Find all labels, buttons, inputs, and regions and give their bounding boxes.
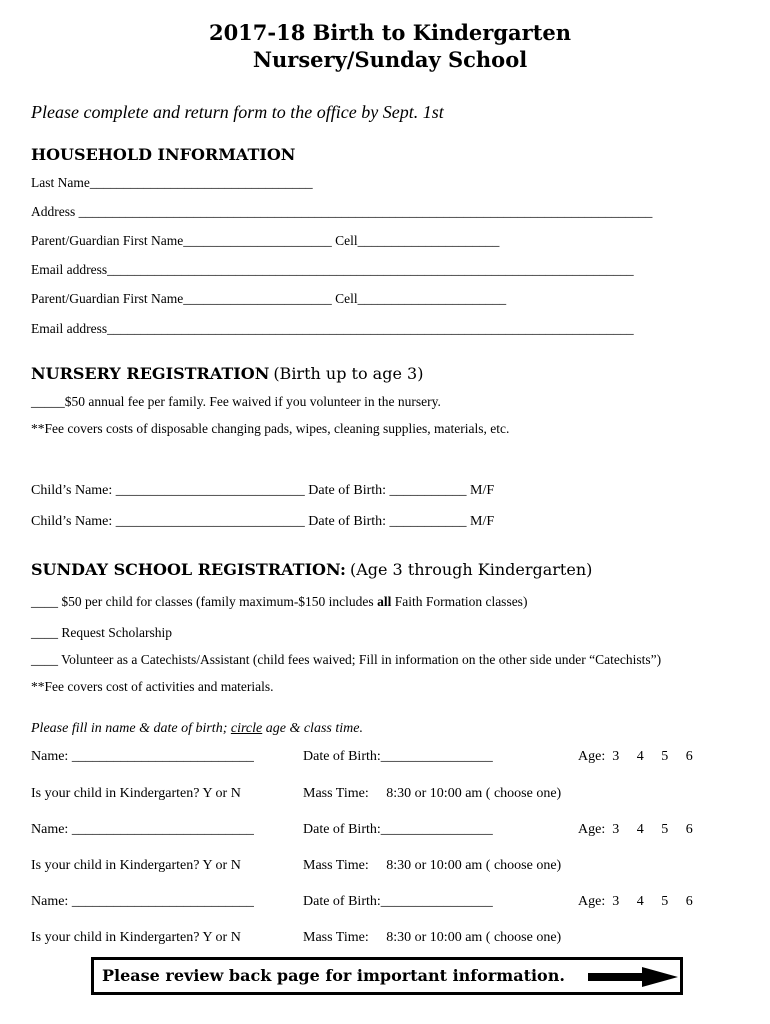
child2-dob-field[interactable]: Date of Birth:________________ [303, 822, 493, 837]
child3-kinder-question[interactable]: Is your child in Kindergarten? Y or N [31, 930, 241, 945]
fill-instructions [31, 721, 363, 737]
fill-pre: Please fill in name & date of birth; [31, 721, 231, 736]
child1-kinder-question[interactable]: Is your child in Kindergarten? Y or N [31, 786, 241, 801]
email2-field[interactable]: Email address______________________________________________________________________________ [31, 321, 634, 336]
nursery-fee-line[interactable]: _____$50 annual fee per family. Fee waived if you volunteer in the nursery. [31, 394, 441, 409]
nursery-child-row-1[interactable]: Child’s Name: ___________________________ Date of Birth: ___________ M/F [31, 483, 495, 498]
volunteer-line[interactable]: ____ Volunteer as a Catechists/Assistant (child fees waived; Fill in information on the other side under “Catechists”) [31, 652, 662, 667]
last-name-field[interactable]: Last Name_________________________________ [31, 175, 313, 190]
sunday-fee-bold: all [377, 594, 392, 609]
child2-mass-time[interactable]: Mass Time: 8:30 or 10:00 am ( choose one) [303, 858, 562, 873]
guardian1-field[interactable]: Parent/Guardian First Name______________________ Cell_____________________ [31, 233, 500, 248]
sunday-fee-pre: ____ $50 per child for classes (family maximum-$150 includes [31, 594, 378, 609]
nursery-heading: NURSERY REGISTRATION [31, 364, 270, 383]
nursery-covers-note: **Fee covers costs of disposable changing pads, wipes, cleaning supplies, materials, etc. [31, 421, 510, 436]
guardian2-field[interactable]: Parent/Guardian First Name______________________ Cell______________________ [31, 291, 507, 306]
right-arrow-icon [588, 966, 678, 988]
child3-mass-time[interactable]: Mass Time: 8:30 or 10:00 am ( choose one) [303, 930, 562, 945]
instruction-text: Please complete and return form to the office by Sept. 1st [31, 102, 444, 122]
sunday-fee-post: Faith Formation classes) [391, 594, 528, 609]
child1-name-field[interactable]: Name: __________________________ [31, 749, 254, 764]
child2-name-field[interactable]: Name: __________________________ [31, 822, 254, 837]
nursery-age-range: (Birth up to age 3) [273, 364, 424, 383]
scholarship-line[interactable]: ____ Request Scholarship [31, 625, 172, 640]
fill-circle: circle [230, 721, 263, 736]
child1-dob-field[interactable]: Date of Birth:________________ [303, 749, 493, 764]
address-field[interactable]: Address _____________________________________________________________________________________ [31, 204, 653, 219]
child2-kinder-question[interactable]: Is your child in Kindergarten? Y or N [31, 858, 241, 873]
nursery-child-row-2[interactable]: Child’s Name: ___________________________ Date of Birth: ___________ M/F [31, 514, 495, 529]
child3-dob-field[interactable]: Date of Birth:________________ [303, 894, 493, 909]
sunday-heading: SUNDAY SCHOOL REGISTRATION: [31, 560, 346, 579]
sunday-age-range: (Age 3 through Kindergarten) [349, 560, 593, 579]
child3-name-field[interactable]: Name: __________________________ [31, 894, 254, 909]
child2-age-options[interactable]: Age: 3 4 5 6 [578, 822, 693, 837]
sunday-fee-line[interactable] [31, 594, 527, 610]
fill-post: age & class time. [262, 721, 363, 736]
footer-notice-text: Please review back page for important information. [102, 966, 565, 985]
sunday-covers-note: **Fee covers cost of activities and materials. [31, 679, 274, 694]
child3-age-options[interactable]: Age: 3 4 5 6 [578, 894, 693, 909]
child1-mass-time[interactable]: Mass Time: 8:30 or 10:00 am ( choose one) [303, 786, 562, 801]
sunday-heading-row [31, 560, 592, 580]
child1-age-options[interactable]: Age: 3 4 5 6 [578, 749, 693, 764]
form-title-line1: 2017-18 Birth to Kindergarten [208, 20, 572, 45]
footer-notice-box [91, 957, 683, 995]
nursery-heading-row [31, 364, 423, 384]
form-title-line2: Nursery/Sunday School [252, 47, 528, 72]
email1-field[interactable]: Email address______________________________________________________________________________ [31, 262, 634, 277]
household-heading: HOUSEHOLD INFORMATION [31, 145, 296, 164]
